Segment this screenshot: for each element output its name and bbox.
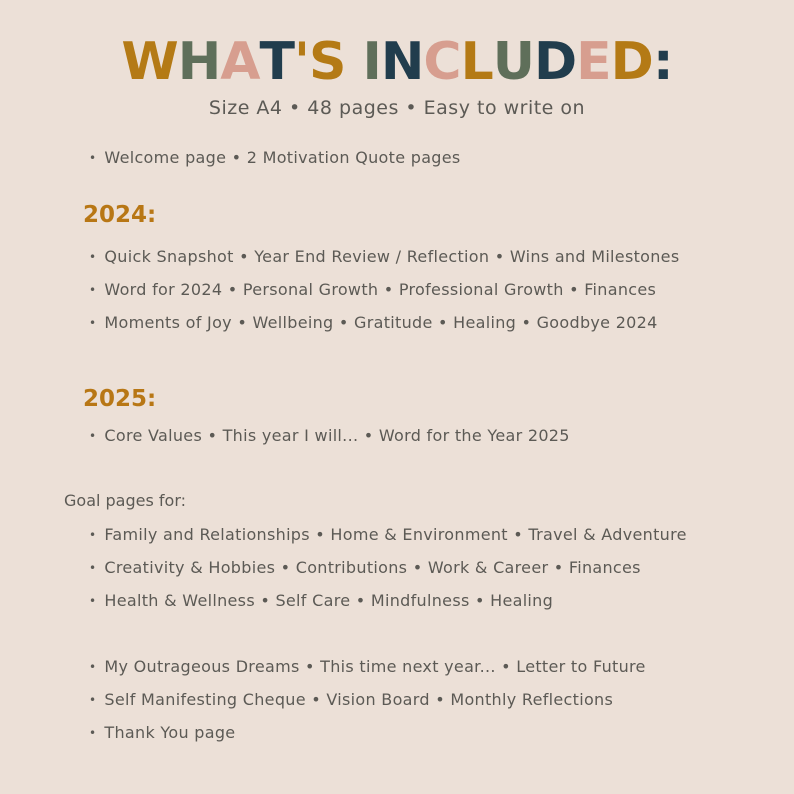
bullet-dot: • — [89, 316, 97, 330]
title-letter: H — [177, 32, 221, 92]
title-letter: U — [492, 32, 534, 92]
list-item — [89, 426, 570, 445]
title-letter: D — [533, 32, 577, 92]
bullet-dot: • — [89, 429, 97, 443]
title-letter: S — [308, 32, 346, 92]
list-item-text: Self Manifesting Cheque • Vision Board • Monthly Reflections — [104, 690, 614, 709]
title-letter: C — [423, 32, 461, 92]
list-item-text: Quick Snapshot • Year End Review / Reflection • Wins and Milestones — [104, 247, 680, 266]
bullet-dot: • — [89, 151, 97, 165]
list-item — [89, 657, 646, 676]
title-letter: E — [576, 32, 611, 92]
bullet-dot: • — [89, 660, 97, 674]
title-letter: A — [220, 32, 260, 92]
title-letter: N — [380, 32, 424, 92]
title-letter: : — [652, 32, 673, 92]
section-heading-2024: 2024: — [83, 202, 157, 228]
title-letter: W — [121, 32, 178, 92]
list-item-text: Creativity & Hobbies • Contributions • Work & Career • Finances — [104, 558, 641, 577]
list-item-text: Family and Relationships • Home & Environment • Travel & Adventure — [104, 525, 687, 544]
list-item — [89, 313, 658, 332]
list-item-text: My Outrageous Dreams • This time next year... • Letter to Future — [104, 657, 646, 676]
title-letter — [345, 30, 362, 94]
section-heading-2025: 2025: — [83, 386, 157, 412]
list-item-text: Moments of Joy • Wellbeing • Gratitude • Healing • Goodbye 2024 — [104, 313, 658, 332]
list-item — [89, 591, 553, 610]
goal-pages-label: Goal pages for: — [64, 491, 187, 510]
bullet-dot: • — [89, 594, 97, 608]
title-letter: D — [610, 32, 653, 92]
list-item-text: Welcome page • 2 Motivation Quote pages — [104, 148, 461, 167]
title-letter: L — [460, 32, 493, 92]
bullet-dot: • — [89, 726, 97, 740]
list-item — [89, 723, 235, 742]
bullet-dot: • — [89, 693, 97, 707]
list-item-text: Thank You page — [104, 723, 236, 742]
title-letter: T — [259, 32, 295, 92]
page-title — [0, 30, 794, 94]
list-item — [89, 280, 656, 299]
bullet-dot: • — [89, 528, 97, 542]
list-item — [89, 690, 613, 709]
list-item — [89, 148, 461, 167]
list-item-text: Word for 2024 • Personal Growth • Professional Growth • Finances — [104, 280, 657, 299]
title-letter: ' — [294, 32, 309, 92]
title-letter: I — [362, 32, 381, 92]
subtitle: Size A4 • 48 pages • Easy to write on — [208, 97, 586, 119]
list-item — [89, 247, 679, 266]
bullet-dot: • — [89, 283, 97, 297]
list-item — [89, 558, 641, 577]
list-item — [89, 525, 687, 544]
list-item-text: Core Values • This year I will... • Word for the Year 2025 — [104, 426, 570, 445]
bullet-dot: • — [89, 250, 97, 264]
bullet-dot: • — [89, 561, 97, 575]
list-item-text: Health & Wellness • Self Care • Mindfulness • Healing — [104, 591, 554, 610]
